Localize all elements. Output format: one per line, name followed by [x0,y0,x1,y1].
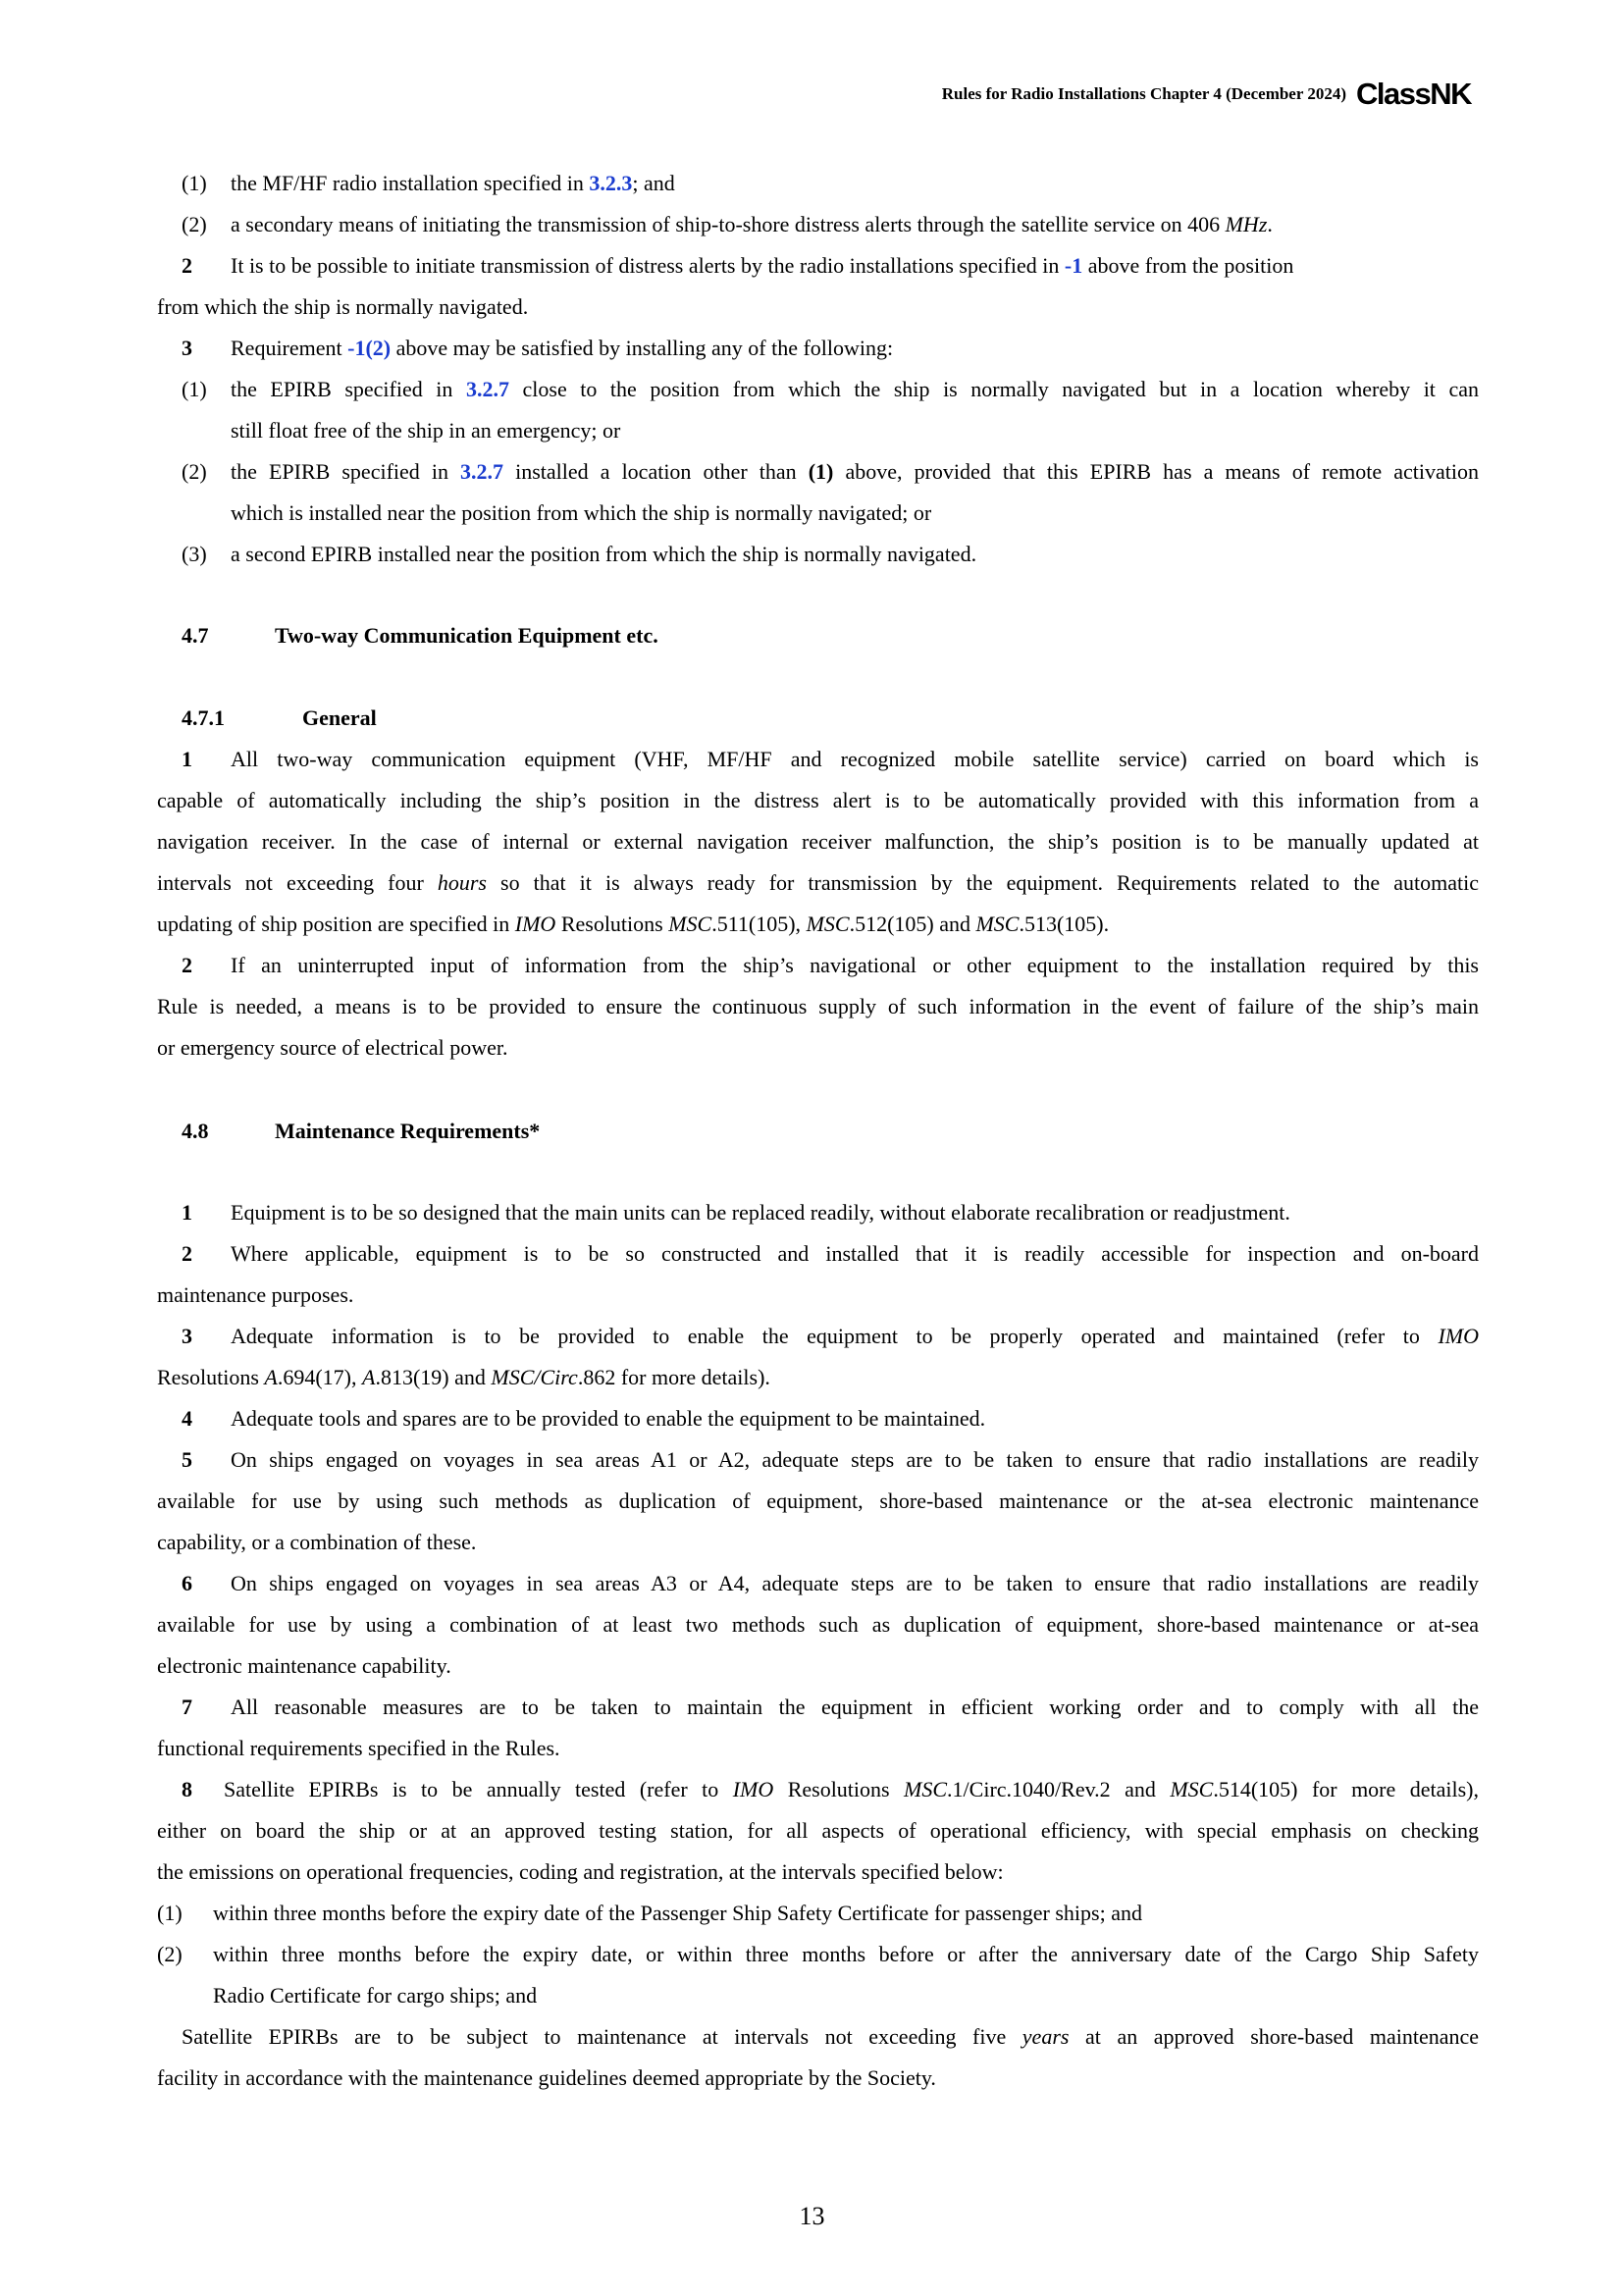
text-run: hours [437,870,487,895]
text-run: maintenance purposes. [157,1282,354,1307]
section-4-8-title: Maintenance Requirements* [275,1119,541,1143]
text-run: within three months before the expiry date, or within three months before or after the anniversary date of the Cargo Ship Safety [213,1942,1479,1966]
text-run: functional requirements specified in the Rules. [157,1736,560,1760]
text-run: or emergency source of electrical power. [157,1035,508,1060]
text-line [231,1569,1479,1598]
text-line [231,457,1479,487]
text-run: still float free of the ship in an emergency; or [231,418,621,443]
text-run: intervals not exceeding four [157,870,438,895]
paragraph-number: 7 [182,1695,192,1719]
list-item-number: (1) [182,171,207,195]
text-run: MSC/Circ [491,1365,578,1389]
paragraph-number: 5 [182,1447,192,1472]
text-run: .513(105). [1019,912,1110,936]
classnk-logo: ClassNK [1356,77,1471,111]
text-run: .862 for more details). [577,1365,770,1389]
text-line [157,1033,508,1063]
cross-reference-link[interactable]: -1 [1064,253,1083,278]
text-line [231,169,675,198]
text-run: which is installed near the position from which the ship is normally navigated; or [231,500,932,525]
list-item-number: (2) [157,1942,183,1966]
paragraph-number: 2 [182,1241,192,1266]
text-run: MSC [668,912,712,936]
text-run: available for use by using such methods as duplication of equipment, shore-based maintenance or the at-sea electronic maintenance [157,1488,1479,1513]
text-line [157,1363,770,1392]
text-run: A [264,1365,278,1389]
text-line [231,210,1273,239]
page-number: 13 [799,2202,825,2230]
text-run: updating of ship position are specified in [157,912,515,936]
text-line [157,1857,1004,1887]
text-run: Resolutions [555,912,669,936]
text-line [224,1775,1479,1804]
text-line [157,868,1479,898]
text-run: IMO [1438,1324,1479,1348]
text-run: Adequate tools and spares are to be provided to enable the equipment to be maintained. [231,1406,986,1431]
text-run: Satellite EPIRBs are to be subject to maintenance at intervals not exceeding five [182,2024,1022,2049]
text-run: ; and [632,171,675,195]
text-line [157,292,528,322]
text-run: Requirement [231,336,348,360]
text-run: installed a location other than [503,459,809,484]
text-line [231,498,931,528]
text-run: above from the position [1082,253,1294,278]
text-run: .512(105) and [849,912,976,936]
text-run: MSC [1170,1777,1214,1801]
text-run: All two-way communication equipment (VHF, MF/HF and recognized mobile satellite service) carried on board which is [231,747,1479,771]
text-line [231,1693,1479,1722]
text-run: above may be satisfied by installing any of the following: [391,336,894,360]
text-line [231,540,976,569]
text-line [231,745,1479,774]
section-4-7-number: 4.7 [182,623,209,648]
text-run: years [1022,2024,1070,2049]
text-run: Resolutions [773,1777,905,1801]
paragraph-number: 3 [182,1324,192,1348]
text-run: the emissions on operational frequencies, coding and registration, at the intervals specified below: [157,1859,1004,1884]
text-run: .1/Circ.1040/Rev.2 and [947,1777,1171,1801]
text-run: .511(105), [711,912,807,936]
list-item-number: (1) [157,1901,183,1925]
text-line [231,1322,1479,1351]
text-line [213,1899,1142,1928]
section-4-7-1-number: 4.7.1 [182,705,225,730]
section-4-7-title: Two-way Communication Equipment etc. [275,623,658,648]
text-run: A [362,1365,376,1389]
text-run: All reasonable measures are to be taken to maintain the equipment in efficient working order and to comply with all the [231,1695,1479,1719]
text-line [157,1610,1479,1640]
paragraph-number: 1 [182,1200,192,1225]
cross-reference-link[interactable]: 3.2.7 [460,459,504,484]
text-run: MHz [1225,212,1268,236]
text-line [231,375,1479,404]
text-line [231,951,1479,980]
text-run: On ships engaged on voyages in sea areas A3 or A4, adequate steps are to be taken to ensure that radio installations are readily [231,1571,1479,1595]
text-run: the MF/HF radio installation specified in [231,171,590,195]
cross-reference-link[interactable]: 3.2.7 [465,377,509,401]
text-run: It is to be possible to initiate transmission of distress alerts by the radio installations specified in [231,253,1065,278]
paragraph-number: 4 [182,1406,192,1431]
text-run: available for use by using a combination of at least two methods such as duplication of equipment, shore-based maintenance or at-sea [157,1612,1479,1637]
text-run: If an uninterrupted input of information from the ship’s navigational or other equipment to the installation required by this [231,953,1479,977]
list-item-number: (3) [182,542,207,566]
text-run: capable of automatically including the ship’s position in the distress alert is to be automatically provided with this information from a [157,788,1479,812]
text-line [231,1445,1479,1475]
text-line [231,334,893,363]
text-run: .813(19) and [375,1365,492,1389]
text-run: MSC [975,912,1020,936]
text-line [231,1404,985,1434]
text-line [231,251,1293,281]
text-run: a second EPIRB installed near the position from which the ship is normally navigated. [231,542,977,566]
text-line [157,910,1109,939]
text-line [157,1487,1479,1516]
text-run: On ships engaged on voyages in sea areas A1 or A2, adequate steps are to be taken to ensure that radio installations are readily [231,1447,1479,1472]
paragraph-number: 2 [182,953,192,977]
text-run: MSC [806,912,850,936]
section-4-7-1-title: General [302,705,377,730]
text-line [157,2063,936,2093]
text-run: navigation receiver. In the case of internal or external navigation receiver malfunction, the ship’s position is to be manually updated at [157,829,1479,854]
text-run: . [1267,212,1273,236]
text-line [157,827,1479,857]
text-run: IMO [514,912,556,936]
paragraph-number: 8 [182,1777,192,1801]
text-line [157,1280,353,1310]
section-4-8-number: 4.8 [182,1119,209,1143]
text-line [182,2022,1479,2052]
text-run: Resolutions [157,1365,265,1389]
text-run: the EPIRB specified in [231,377,466,401]
text-run: IMO [732,1777,774,1801]
text-run: (1) [808,459,834,484]
text-run: above, provided that this EPIRB has a means of remote activation [833,459,1479,484]
cross-reference-link[interactable]: -1(2) [347,336,392,360]
paragraph-number: 6 [182,1571,192,1595]
text-line [231,1198,1290,1227]
text-run: from which the ship is normally navigated. [157,294,529,319]
paragraph-number: 2 [182,253,192,278]
paragraph-number: 1 [182,747,192,771]
list-item-number: (2) [182,459,207,484]
text-run: a secondary means of initiating the transmission of ship-to-shore distress alerts through the satellite service on 406 [231,212,1226,236]
text-run: Rule is needed, a means is to be provided to ensure the continuous supply of such information in the event of failure of the ship’s main [157,994,1479,1018]
text-run: either on board the ship or at an approved testing station, for all aspects of operational efficiency, with special emphasis on checking [157,1818,1479,1843]
text-run: capability, or a combination of these. [157,1530,477,1554]
text-line [213,1940,1479,1969]
text-run: Satellite EPIRBs is to be annually tested (refer to [224,1777,733,1801]
text-run: Equipment is to be so designed that the main units can be replaced readily, without elaborate recalibration or readjustment. [231,1200,1290,1225]
text-run: facility in accordance with the maintenance guidelines deemed appropriate by the Society. [157,2065,936,2090]
text-run: .514(105) for more details), [1213,1777,1479,1801]
text-line [231,416,620,445]
text-run: at an approved shore-based maintenance [1069,2024,1480,2049]
text-run: .694(17), [277,1365,363,1389]
text-run: Adequate information is to be provided to enable the equipment to be properly operated and maintained (refer to [231,1324,1439,1348]
text-line [157,1651,451,1681]
text-line [213,1981,537,2010]
header-title: Rules for Radio Installations Chapter 4 (December 2024) [941,84,1346,103]
text-run: MSC [904,1777,948,1801]
text-run: Where applicable, equipment is to be so constructed and installed that it is readily accessible for inspection and on-board [231,1241,1479,1266]
text-line [157,1816,1479,1846]
text-line [157,786,1479,815]
text-line [157,992,1479,1021]
paragraph-number: 3 [182,336,192,360]
list-item-number: (2) [182,212,207,236]
list-item-number: (1) [182,377,207,401]
text-line [231,1239,1479,1269]
text-line [157,1528,476,1557]
text-run: the EPIRB specified in [231,459,461,484]
text-run: Radio Certificate for cargo ships; and [213,1983,538,2008]
text-run: close to the position from which the ship is normally navigated but in a location whereby it can [508,377,1479,401]
text-run: electronic maintenance capability. [157,1653,451,1678]
text-run: within three months before the expiry date of the Passenger Ship Safety Certificate for passenger ships; and [213,1901,1142,1925]
text-run: so that it is always ready for transmission by the equipment. Requirements related to the automatic [487,870,1479,895]
text-line [157,1734,560,1763]
cross-reference-link[interactable]: 3.2.3 [589,171,633,195]
